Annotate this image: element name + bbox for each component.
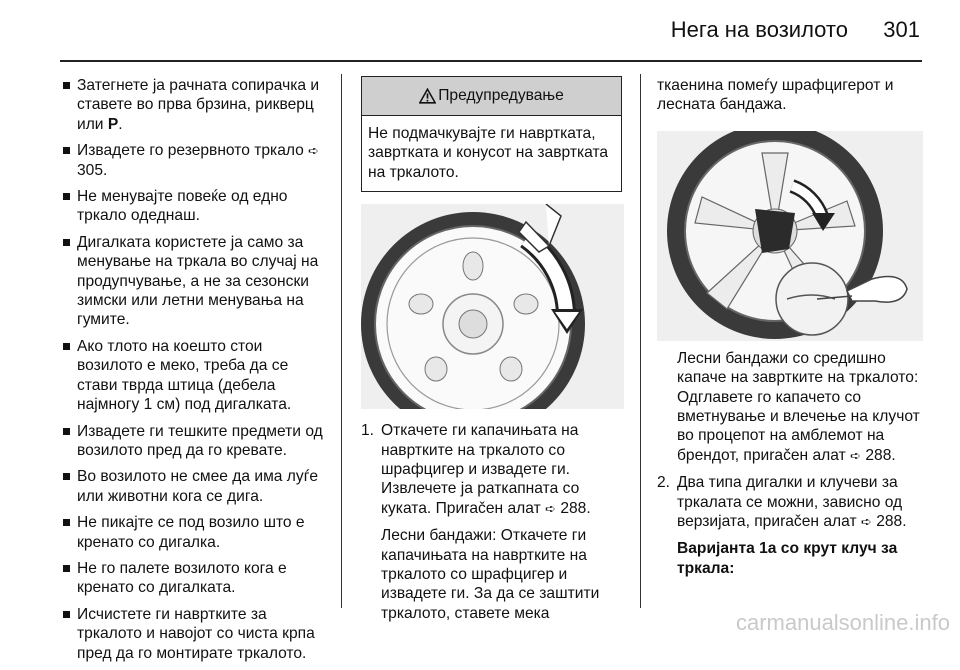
- list-item: Во возилото не смее да има луѓе или животни кога се дига.: [62, 467, 330, 506]
- page-ref-icon: ➪: [545, 500, 556, 516]
- list-item: Не пикајте се под возило што е кренато со дигалка.: [62, 513, 330, 552]
- warning-box: [361, 76, 622, 192]
- page-ref[interactable]: 288: [865, 446, 892, 464]
- numbered-list: [361, 421, 624, 623]
- warning-triangle-icon: [419, 88, 436, 104]
- list-item: Ако тлото на коешто стои возилото е меко, треба да се стави тврда штица (дебела најмногу 1 см) под дигалката.: [62, 337, 330, 415]
- list-item: Исчистете ги навртките за тркалото и навојот со чиста крпа пред да го монтирате тркалото.: [62, 605, 330, 663]
- warning-body: Не подмачкувајте ги навртката, завртката и конусот на завртката на тркалото.: [368, 125, 609, 181]
- header-rule: [60, 60, 922, 62]
- column-right: [657, 76, 923, 578]
- list-item: Дигалката користете ја само за менување на тркала во случај на продупчување, а не за сезонски зимски или летни менувања на гумите.: [62, 233, 330, 330]
- list-item: Не менувајте повеќе од едно тркало одеднаш.: [62, 187, 330, 226]
- column-divider: [341, 74, 342, 608]
- column-middle: [361, 76, 624, 623]
- list-item: Извадете го резервното тркало ➪ 305.: [62, 141, 330, 180]
- page-header: [0, 0, 960, 60]
- list-number: 2.: [657, 474, 671, 492]
- list-item: Затегнете ја рачната сопирачка и ставете во прва брзина, рикверц или P.: [62, 76, 330, 134]
- list-item: 1. Откачете ги капачињата на навртките на тркалото со шрафцигер и извадете ги. Извлечете ја раткапната со куката. Приračен алат ➪ 288.: [361, 422, 591, 517]
- list-number: 1.: [361, 422, 375, 440]
- numbered-list: [657, 473, 923, 578]
- page-ref-icon: ➪: [860, 514, 872, 530]
- warning-header: [362, 77, 621, 116]
- alloy-wheel-image: [657, 131, 923, 341]
- list-item: Извадете ги тешките предмети од возилото пред да го кревате.: [62, 422, 330, 461]
- warning-title: Предупредување: [438, 87, 564, 105]
- hubcap-removal-illustration: [361, 204, 624, 409]
- paragraph: ткаенина помеѓу шрафцигерот и лесната бандажа.: [657, 77, 894, 114]
- page-number: 301: [883, 17, 920, 42]
- watermark: carmanualsonline.info: [735, 610, 950, 635]
- page-ref[interactable]: 288: [876, 513, 903, 531]
- list-item: 2. Два типа дигалки и клучеви за тркалата се можни, зависно од верзијата, приračен алат ➪ 288.: [657, 474, 907, 531]
- paragraph: Лесни бандажи со средишно капаче на завртките на тркалото: Одглавете го капачето со вметнување и влечење на клучот во процепот на амблемот на брендот, приračен алат ➪ 288.: [677, 349, 920, 464]
- page-ref[interactable]: 305: [77, 161, 104, 179]
- wheel-hubcap-image: [361, 204, 624, 409]
- section-title: Нега на возилото: [670, 17, 848, 42]
- page-ref[interactable]: 288: [560, 499, 587, 517]
- page-ref-icon: ➪: [308, 143, 320, 159]
- alloy-wheel-illustration: [657, 131, 923, 341]
- column-divider: [640, 74, 641, 608]
- list-item: Не го палете возилото кога е кренато со дигалката.: [62, 559, 330, 598]
- variant-heading: Варијанта 1а со крут клуч за тркала:: [677, 540, 898, 577]
- paragraph: Лесни бандажи: Откачете ги капачињата на навртките на тркалото со шрафцигер и извадете ги. За да се заштити тркалото, ставете мека: [381, 527, 600, 622]
- page-ref-icon: ➪: [850, 447, 861, 463]
- column-left: [62, 76, 330, 670]
